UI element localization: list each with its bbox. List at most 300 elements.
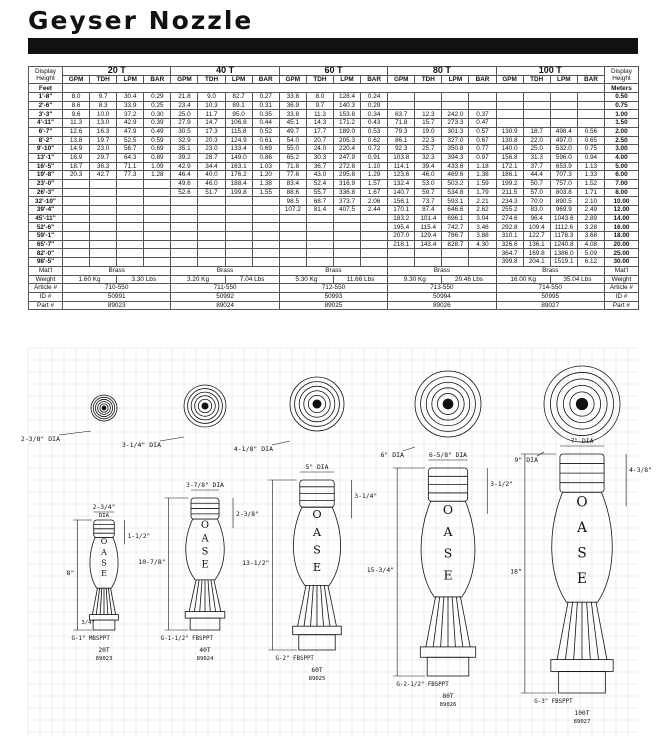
subheader-lpm: LPM: [442, 75, 469, 84]
table-cell: [333, 240, 360, 249]
table-cell: [333, 223, 360, 232]
top-width-label: 3-7/8" DIA: [186, 482, 224, 489]
nozzle-side-view: [293, 480, 342, 650]
table-cell: 30.3: [306, 153, 333, 162]
table-cell: [361, 258, 388, 267]
table-cell: 156.8: [496, 153, 523, 162]
table-cell: [144, 232, 171, 241]
height-meters: 14.00: [604, 214, 638, 223]
table-cell: 59.7: [415, 188, 442, 197]
table-cell: [90, 197, 117, 206]
id-value: 50995: [496, 292, 604, 301]
table-cell: 316.9: [333, 179, 360, 188]
table-cell: [63, 258, 90, 267]
thread-label: G-1" MBSPPT: [71, 636, 110, 642]
table-cell: [550, 93, 577, 102]
total-height-label: 18": [510, 567, 522, 576]
table-row: [29, 171, 639, 180]
dimension-lines: [268, 441, 351, 650]
height-feet: 9'-10": [29, 145, 63, 154]
upper-height-label: 4-3/8": [629, 467, 652, 474]
table-cell: [171, 197, 198, 206]
table-row: [29, 206, 639, 215]
table-cell: 0.39: [144, 119, 171, 128]
table-cell: [225, 223, 252, 232]
table-cell: [306, 232, 333, 241]
height-meters: 6.00: [604, 171, 638, 180]
weight-row: [29, 275, 639, 284]
table-cell: [225, 232, 252, 241]
height-meters: 8.00: [604, 188, 638, 197]
id-label: ID #: [29, 292, 63, 301]
table-cell: 16.9: [63, 153, 90, 162]
table-cell: [144, 197, 171, 206]
height-meters: 30.00: [604, 258, 638, 267]
thread-label: G-2-1/2" FBSPPT: [396, 682, 449, 688]
table-cell: 0.43: [361, 119, 388, 128]
table-cell: 64.3: [117, 153, 144, 162]
table-cell: 199.8: [225, 188, 252, 197]
table-cell: 364.7: [496, 249, 523, 258]
total-height-label: 10-7/8": [138, 558, 166, 566]
table-cell: 247.9: [333, 153, 360, 162]
table-row: [29, 214, 639, 223]
table-cell: 9.6: [63, 110, 90, 119]
height-feet: 45'-11": [29, 214, 63, 223]
table-cell: 0.62: [361, 136, 388, 145]
article-value: 710-550: [63, 284, 171, 293]
table-row: [29, 101, 639, 110]
table-cell: [496, 119, 523, 128]
table-cell: [577, 119, 604, 128]
part-value: 89024: [171, 301, 279, 310]
table-row: [29, 119, 639, 128]
table-cell: [306, 214, 333, 223]
height-feet: 16'-5": [29, 162, 63, 171]
table-cell: 336.8: [333, 188, 360, 197]
table-cell: 407.5: [333, 206, 360, 215]
top-view-center: [313, 400, 321, 408]
table-cell: 0.97: [469, 153, 496, 162]
table-cell: 696.1: [442, 214, 469, 223]
table-cell: 68.7: [306, 197, 333, 206]
table-cell: 140.3: [333, 101, 360, 110]
table-cell: 1.55: [252, 188, 279, 197]
height-feet: 59'-1": [29, 232, 63, 241]
nozzle-drawings: [20, 348, 652, 736]
table-cell: [361, 232, 388, 241]
page-title: Geyser Nozzle: [28, 6, 254, 35]
table-cell: 469.6: [442, 171, 469, 180]
weight-value: 9.30 Kg: [388, 275, 442, 284]
part-label-right: Part #: [604, 301, 638, 310]
table-cell: 10.3: [198, 101, 225, 110]
table-cell: [117, 249, 144, 258]
height-feet: 65'-7": [29, 240, 63, 249]
table-cell: [144, 179, 171, 188]
table-cell: 183.2: [388, 214, 415, 223]
table-cell: 1.71: [577, 188, 604, 197]
table-cell: 399.8: [496, 258, 523, 267]
height-feet: 26'-3": [29, 188, 63, 197]
height-meters: 1.50: [604, 119, 638, 128]
table-cell: [225, 214, 252, 223]
table-cell: 136.1: [523, 240, 550, 249]
table-cell: 9.7: [90, 93, 117, 102]
height-feet: 82'-0": [29, 249, 63, 258]
article-value: 713-550: [388, 284, 496, 293]
table-cell: [225, 258, 252, 267]
units-row: [29, 84, 639, 93]
table-cell: 16.3: [90, 127, 117, 136]
spec-table: [28, 66, 639, 310]
dia-leader: [403, 447, 415, 451]
table-cell: [171, 232, 198, 241]
table-cell: 273.3: [442, 119, 469, 128]
table-cell: 0.77: [469, 145, 496, 154]
table-cell: [306, 240, 333, 249]
table-cell: [415, 101, 442, 110]
table-row: [29, 240, 639, 249]
top-width-sublabel: DIA: [98, 513, 110, 519]
table-cell: 0.24: [361, 93, 388, 102]
table-row: [29, 232, 639, 241]
table-cell: [361, 249, 388, 258]
brand-letter: E: [201, 559, 209, 571]
table-cell: [361, 214, 388, 223]
table-cell: 20.7: [306, 136, 333, 145]
table-cell: [577, 110, 604, 119]
subheader-lpm: LPM: [550, 75, 577, 84]
table-cell: 24.0: [306, 145, 333, 154]
table-cell: 140.0: [496, 145, 523, 154]
table-cell: [469, 258, 496, 267]
table-cell: [333, 232, 360, 241]
table-cell: 0.67: [469, 136, 496, 145]
model-header: 60 T: [279, 67, 387, 76]
table-cell: 43.0: [306, 171, 333, 180]
table-cell: 0.27: [252, 93, 279, 102]
table-cell: 20.3: [198, 136, 225, 145]
table-cell: 828.7: [442, 240, 469, 249]
table-cell: 1.20: [252, 171, 279, 180]
table-cell: 47.9: [117, 127, 144, 136]
weight-value: 16.00 Kg: [496, 275, 550, 284]
table-cell: 1386.0: [550, 249, 577, 258]
height-feet: 3'-3": [29, 110, 63, 119]
height-feet: 98'-5": [29, 258, 63, 267]
table-cell: 21.8: [171, 93, 198, 102]
table-cell: [469, 249, 496, 258]
table-cell: 128.4: [333, 93, 360, 102]
weight-value: 3.30 Lbs: [117, 275, 171, 284]
brand-letter: S: [101, 558, 107, 568]
table-cell: [523, 101, 550, 110]
table-cell: [144, 188, 171, 197]
table-cell: 0.65: [577, 136, 604, 145]
table-cell: 1.09: [144, 162, 171, 171]
table-cell: 140.7: [388, 188, 415, 197]
height-meters: 1.00: [604, 110, 638, 119]
table-cell: [198, 197, 225, 206]
table-cell: [252, 206, 279, 215]
nozzle-base: [93, 620, 115, 630]
table-cell: 79.3: [388, 127, 415, 136]
table-cell: 31.3: [523, 153, 550, 162]
table-cell: 30.5: [171, 127, 198, 136]
table-cell: 0.29: [144, 93, 171, 102]
table-cell: 1.67: [361, 188, 388, 197]
brand-letter: O: [201, 520, 209, 532]
table-cell: 65.2: [279, 153, 306, 162]
nozzle-fin: [574, 602, 578, 659]
table-cell: [252, 258, 279, 267]
subheader-gpm: GPM: [496, 75, 523, 84]
weight-value: 20.46 Lbs: [442, 275, 496, 284]
table-cell: 89.1: [225, 101, 252, 110]
height-feet: 23'-0": [29, 179, 63, 188]
nozzle-drawing-20t: [59, 395, 125, 630]
table-cell: [496, 101, 523, 110]
table-cell: 70.0: [523, 197, 550, 206]
table-cell: [144, 214, 171, 223]
weight-value: 3.20 Kg: [171, 275, 225, 284]
table-cell: 786.7: [442, 232, 469, 241]
units-spacer: [63, 84, 605, 93]
table-cell: [306, 249, 333, 258]
table-cell: 63.7: [388, 110, 415, 119]
table-cell: [442, 93, 469, 102]
table-cell: 18.7: [523, 127, 550, 136]
table-cell: 1.79: [469, 188, 496, 197]
table-cell: 19.0: [415, 127, 442, 136]
bottom-height-label: 3/4": [81, 620, 95, 626]
material-value: Brass: [63, 266, 171, 275]
model-label: 40T: [199, 647, 211, 654]
table-cell: [90, 223, 117, 232]
height-meters: 3.00: [604, 145, 638, 154]
table-cell: 969.9: [550, 206, 577, 215]
table-cell: 0.61: [252, 136, 279, 145]
height-feet: 13'-1": [29, 153, 63, 162]
table-cell: [279, 223, 306, 232]
diameter-label: 3-1/4" DIA: [121, 441, 161, 449]
spec-body: [29, 93, 639, 267]
table-cell: 0.44: [252, 119, 279, 128]
nozzle-flange: [185, 612, 225, 619]
nozzle-side-view: [89, 520, 118, 630]
table-cell: 86.1: [388, 136, 415, 145]
part-label: Part #: [29, 301, 63, 310]
height-meters: 5.00: [604, 162, 638, 171]
table-cell: 149.0: [225, 153, 252, 162]
table-cell: 106.8: [225, 119, 252, 128]
table-cell: [550, 101, 577, 110]
table-cell: [225, 197, 252, 206]
table-cell: 0.35: [252, 110, 279, 119]
table-cell: 114.1: [388, 162, 415, 171]
material-value: Brass: [279, 266, 387, 275]
subheader-lpm: LPM: [225, 75, 252, 84]
table-cell: [442, 101, 469, 110]
table-cell: 0.34: [361, 110, 388, 119]
weight-value: 7.04 Lbs: [225, 275, 279, 284]
table-cell: 205.3: [333, 136, 360, 145]
material-value: Brass: [388, 266, 496, 275]
table-cell: [415, 93, 442, 102]
table-cell: 20.3: [63, 171, 90, 180]
table-cell: 532.0: [550, 145, 577, 154]
table-row: [29, 93, 639, 102]
table-cell: [550, 119, 577, 128]
table-cell: [63, 179, 90, 188]
height-feet: 2'-6": [29, 101, 63, 110]
table-cell: 0.57: [469, 127, 496, 136]
table-cell: 170.1: [388, 206, 415, 215]
corner-right: [604, 67, 638, 84]
table-cell: 122.7: [523, 232, 550, 241]
table-cell: 171.2: [333, 119, 360, 128]
table-cell: 2.21: [469, 197, 496, 206]
subheader-gpm: GPM: [63, 75, 90, 84]
id-row: [29, 292, 639, 301]
table-cell: 6.12: [577, 258, 604, 267]
table-cell: 13.0: [90, 119, 117, 128]
table-cell: 95.0: [225, 110, 252, 119]
table-row: [29, 162, 639, 171]
table-cell: [388, 258, 415, 267]
table-cell: 33.9: [117, 101, 144, 110]
table-cell: 295.8: [333, 171, 360, 180]
table-cell: 115.8: [225, 127, 252, 136]
table-cell: 44.4: [523, 171, 550, 180]
table-cell: [415, 258, 442, 267]
table-cell: [279, 240, 306, 249]
table-cell: 25.0: [523, 145, 550, 154]
table-cell: [388, 93, 415, 102]
table-cell: [252, 232, 279, 241]
table-cell: [171, 258, 198, 267]
table-cell: [117, 232, 144, 241]
height-feet: 8'-2": [29, 136, 63, 145]
table-cell: [144, 223, 171, 232]
weight-value: 5.30 Kg: [279, 275, 333, 284]
table-cell: [90, 206, 117, 215]
nozzle-flange: [293, 626, 342, 635]
part-value: 89027: [496, 301, 604, 310]
upper-height-label: 3-1/2": [490, 481, 514, 488]
table-cell: 115.4: [415, 223, 442, 232]
title-bar: [28, 38, 638, 54]
table-cell: 49.6: [171, 179, 198, 188]
table-cell: 77.6: [279, 171, 306, 180]
table-cell: 301.3: [442, 127, 469, 136]
table-cell: 96.4: [523, 214, 550, 223]
table-cell: [225, 240, 252, 249]
table-cell: 54.0: [279, 136, 306, 145]
top-width-label: 2-3/4": [92, 504, 116, 511]
table-cell: 1519.1: [550, 258, 577, 267]
table-cell: 107.2: [279, 206, 306, 215]
table-cell: [63, 249, 90, 258]
table-row: [29, 153, 639, 162]
id-label-right: ID #: [604, 292, 638, 301]
table-cell: 130.8: [496, 136, 523, 145]
nozzle-fin: [452, 597, 455, 647]
table-cell: [198, 206, 225, 215]
nozzle-fin: [311, 585, 314, 626]
table-cell: 132.4: [388, 179, 415, 188]
table-cell: 188.4: [225, 179, 252, 188]
table-cell: 37.2: [117, 110, 144, 119]
table-cell: 1.29: [361, 171, 388, 180]
table-cell: 0.86: [252, 153, 279, 162]
nozzle-drawing-80t: [393, 371, 487, 676]
table-cell: 73.7: [415, 197, 442, 206]
table-cell: [63, 197, 90, 206]
model-header: 80 T: [388, 67, 496, 76]
table-cell: 28.7: [198, 153, 225, 162]
table-row: [29, 258, 639, 267]
article-value: 711-550: [171, 284, 279, 293]
table-row: [29, 249, 639, 258]
table-cell: 292.8: [496, 223, 523, 232]
subheader-tdh: TDH: [306, 75, 333, 84]
table-cell: 195.4: [388, 223, 415, 232]
table-cell: [198, 258, 225, 267]
part-label: 89027: [573, 719, 591, 725]
table-cell: [144, 258, 171, 267]
table-cell: [198, 214, 225, 223]
table-cell: 757.0: [550, 179, 577, 188]
table-cell: 3.04: [469, 214, 496, 223]
upper-height-label: 2-3/8": [236, 511, 259, 518]
brand-letter: O: [442, 501, 454, 517]
table-cell: 1178.3: [550, 232, 577, 241]
table-cell: 12.6: [63, 127, 90, 136]
brand-letter: S: [201, 546, 209, 558]
table-cell: 71.1: [117, 162, 144, 171]
table-cell: 77.3: [117, 171, 144, 180]
table-cell: 497.0: [550, 136, 577, 145]
table-cell: 1.52: [577, 179, 604, 188]
table-cell: 890.5: [550, 197, 577, 206]
table-cell: 19.7: [90, 136, 117, 145]
table-cell: 272.8: [333, 162, 360, 171]
table-cell: 103.8: [388, 153, 415, 162]
part-label: 89023: [95, 656, 113, 662]
table-cell: 0.59: [144, 136, 171, 145]
table-cell: 1.28: [144, 171, 171, 180]
article-label: Article #: [29, 284, 63, 293]
height-meters: 2.50: [604, 136, 638, 145]
table-cell: 255.2: [496, 206, 523, 215]
table-cell: 130.9: [496, 127, 523, 136]
nozzle-top-view: [184, 385, 226, 427]
subheader-tdh: TDH: [90, 75, 117, 84]
table-row: [29, 145, 639, 154]
table-cell: [523, 110, 550, 119]
table-cell: [90, 214, 117, 223]
brand-letter: A: [312, 525, 322, 539]
table-cell: 169.8: [523, 249, 550, 258]
top-width-label: 7" DIA: [570, 438, 594, 445]
table-cell: [333, 214, 360, 223]
thread-label: G-3" FBSPPT: [534, 699, 573, 705]
table-cell: 42.9: [171, 162, 198, 171]
weight-value: 1.60 Kg: [63, 275, 117, 284]
id-value: 50993: [279, 292, 387, 301]
